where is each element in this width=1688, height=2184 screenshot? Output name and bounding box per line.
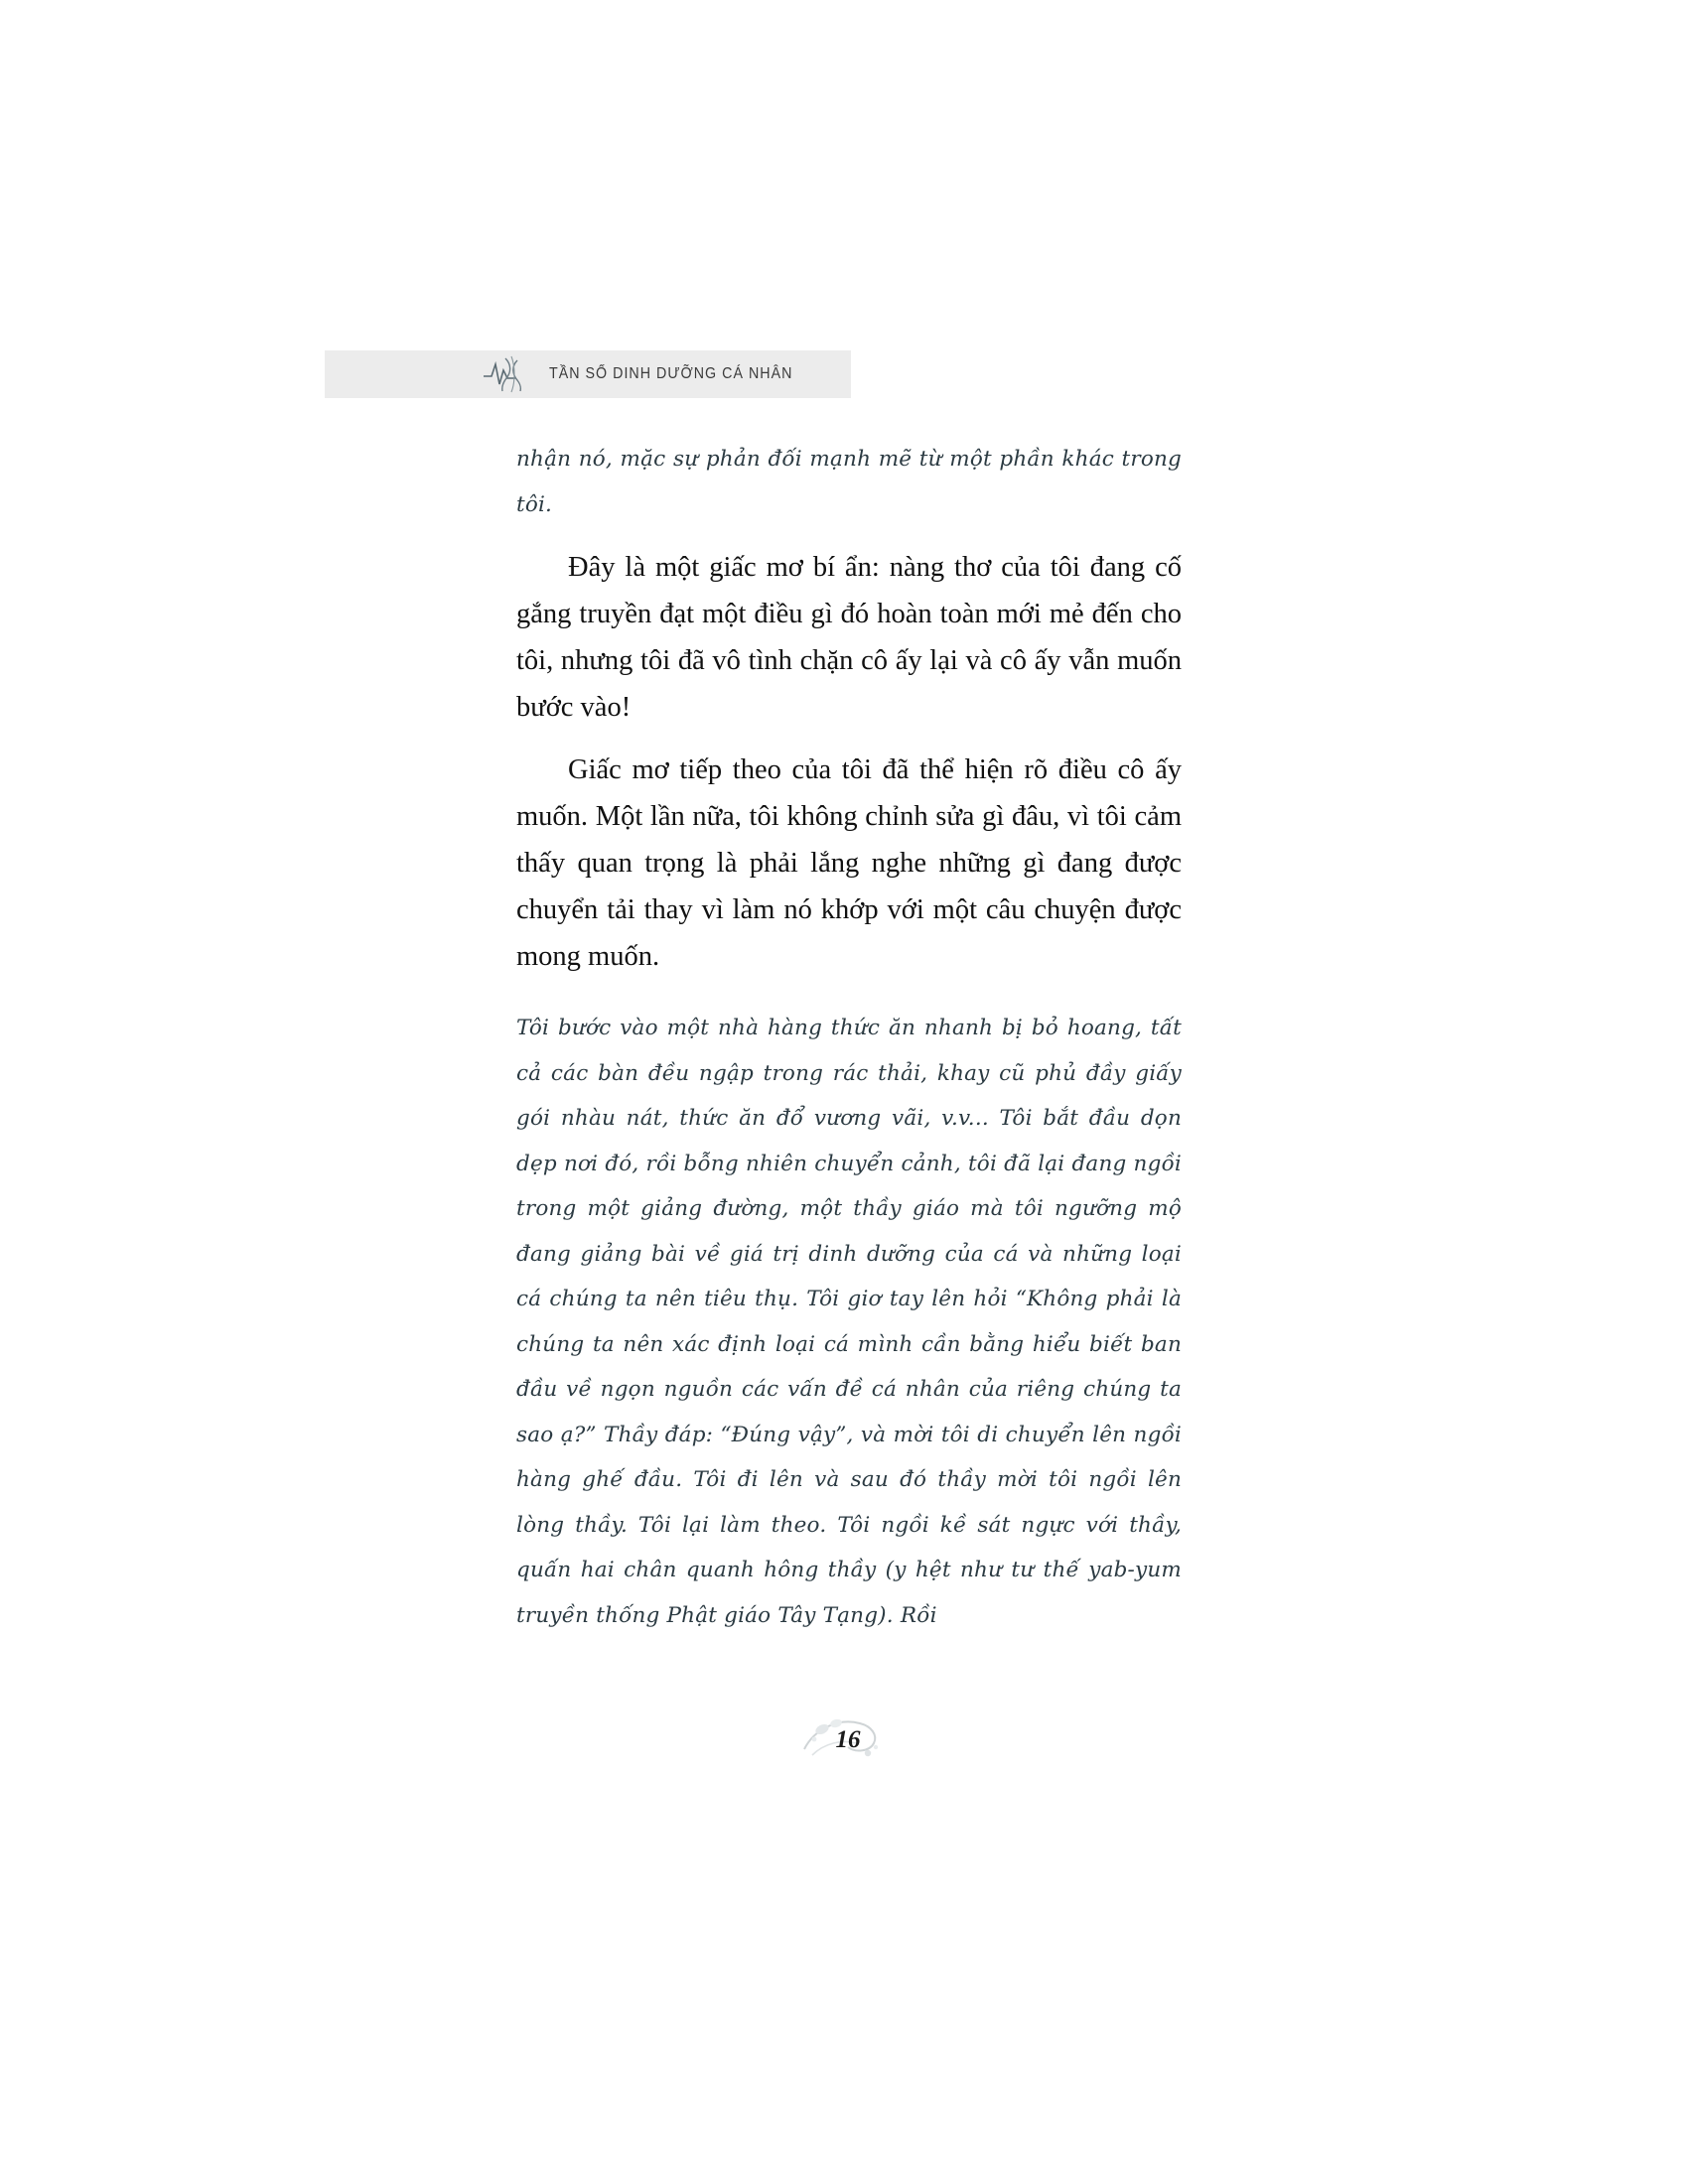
leaf-swirl-ornament-icon	[798, 1709, 890, 1771]
running-header	[325, 350, 851, 398]
dream-excerpt-main: Tôi bước vào một nhà hàng thức ăn nhanh bị bỏ hoang, tất cả các bàn đều ngập trong rác thải, khay cũ phủ đầy giấy gói nhàu nát, thức ăn đổ vương vãi, v.v... Tôi bắt đầu dọn dẹp nơi đó, rồi bỗng nhiên chuyển cảnh, tôi đã lại đang ngồi trong một giảng đường, một thầy giáo mà tôi ngưỡng mộ đang giảng bài về giá trị dinh dưỡng của cá và những loại cá chúng ta nên tiêu thụ. Tôi giơ tay lên hỏi “Không phải là chúng ta nên xác định loại cá mình cần bằng hiểu biết ban đầu về ngọn nguồn các vấn đề cá nhân của riêng chúng ta sao ạ?” Thầy đáp: “Đúng vậy”, và mời tôi di chuyển lên ngồi hàng ghế đầu. Tôi đi lên và sau đó thầy mời tôi ngồi lên lòng thầy. Tôi lại làm theo. Tôi ngồi kề sát ngực với thầy, quấn hai chân quanh hông thầy (y hệt như tư thế yab-yum truyền thống Phật giáo Tây Tạng). Rồi	[516, 1016, 1182, 1628]
page-number: 16	[835, 1726, 861, 1753]
text-column	[516, 437, 1182, 1638]
body-paragraph-2: Giấc mơ tiếp theo của tôi đã thể hiện rõ điều cô ấy muốn. Một lần nữa, tôi không chỉnh sửa gì đâu, vì tôi cảm thấy quan trọng là phải lắng nghe những gì đang được chuyển tải thay vì làm nó khớp với một câu chuyện được mong muốn.	[516, 754, 1182, 972]
page-footer	[0, 1706, 1688, 1775]
body-paragraph-1: Đây là một giấc mơ bí ẩn: nàng thơ của tôi đang cố gắng truyền đạt một điều gì đó hoàn toàn mới mẻ đến cho tôi, nhưng tôi đã vô tình chặn cô ấy lại và cô ấy vẫn muốn bước vào!	[516, 552, 1182, 723]
running-header-title: TẦN SỐ DINH DƯỠNG CÁ NHÂN	[549, 365, 793, 382]
waveform-ornament-icon	[482, 354, 543, 394]
dream-excerpt-top: nhận nó, mặc sự phản đối mạnh mẽ từ một phần khác trong tôi.	[516, 447, 1182, 517]
